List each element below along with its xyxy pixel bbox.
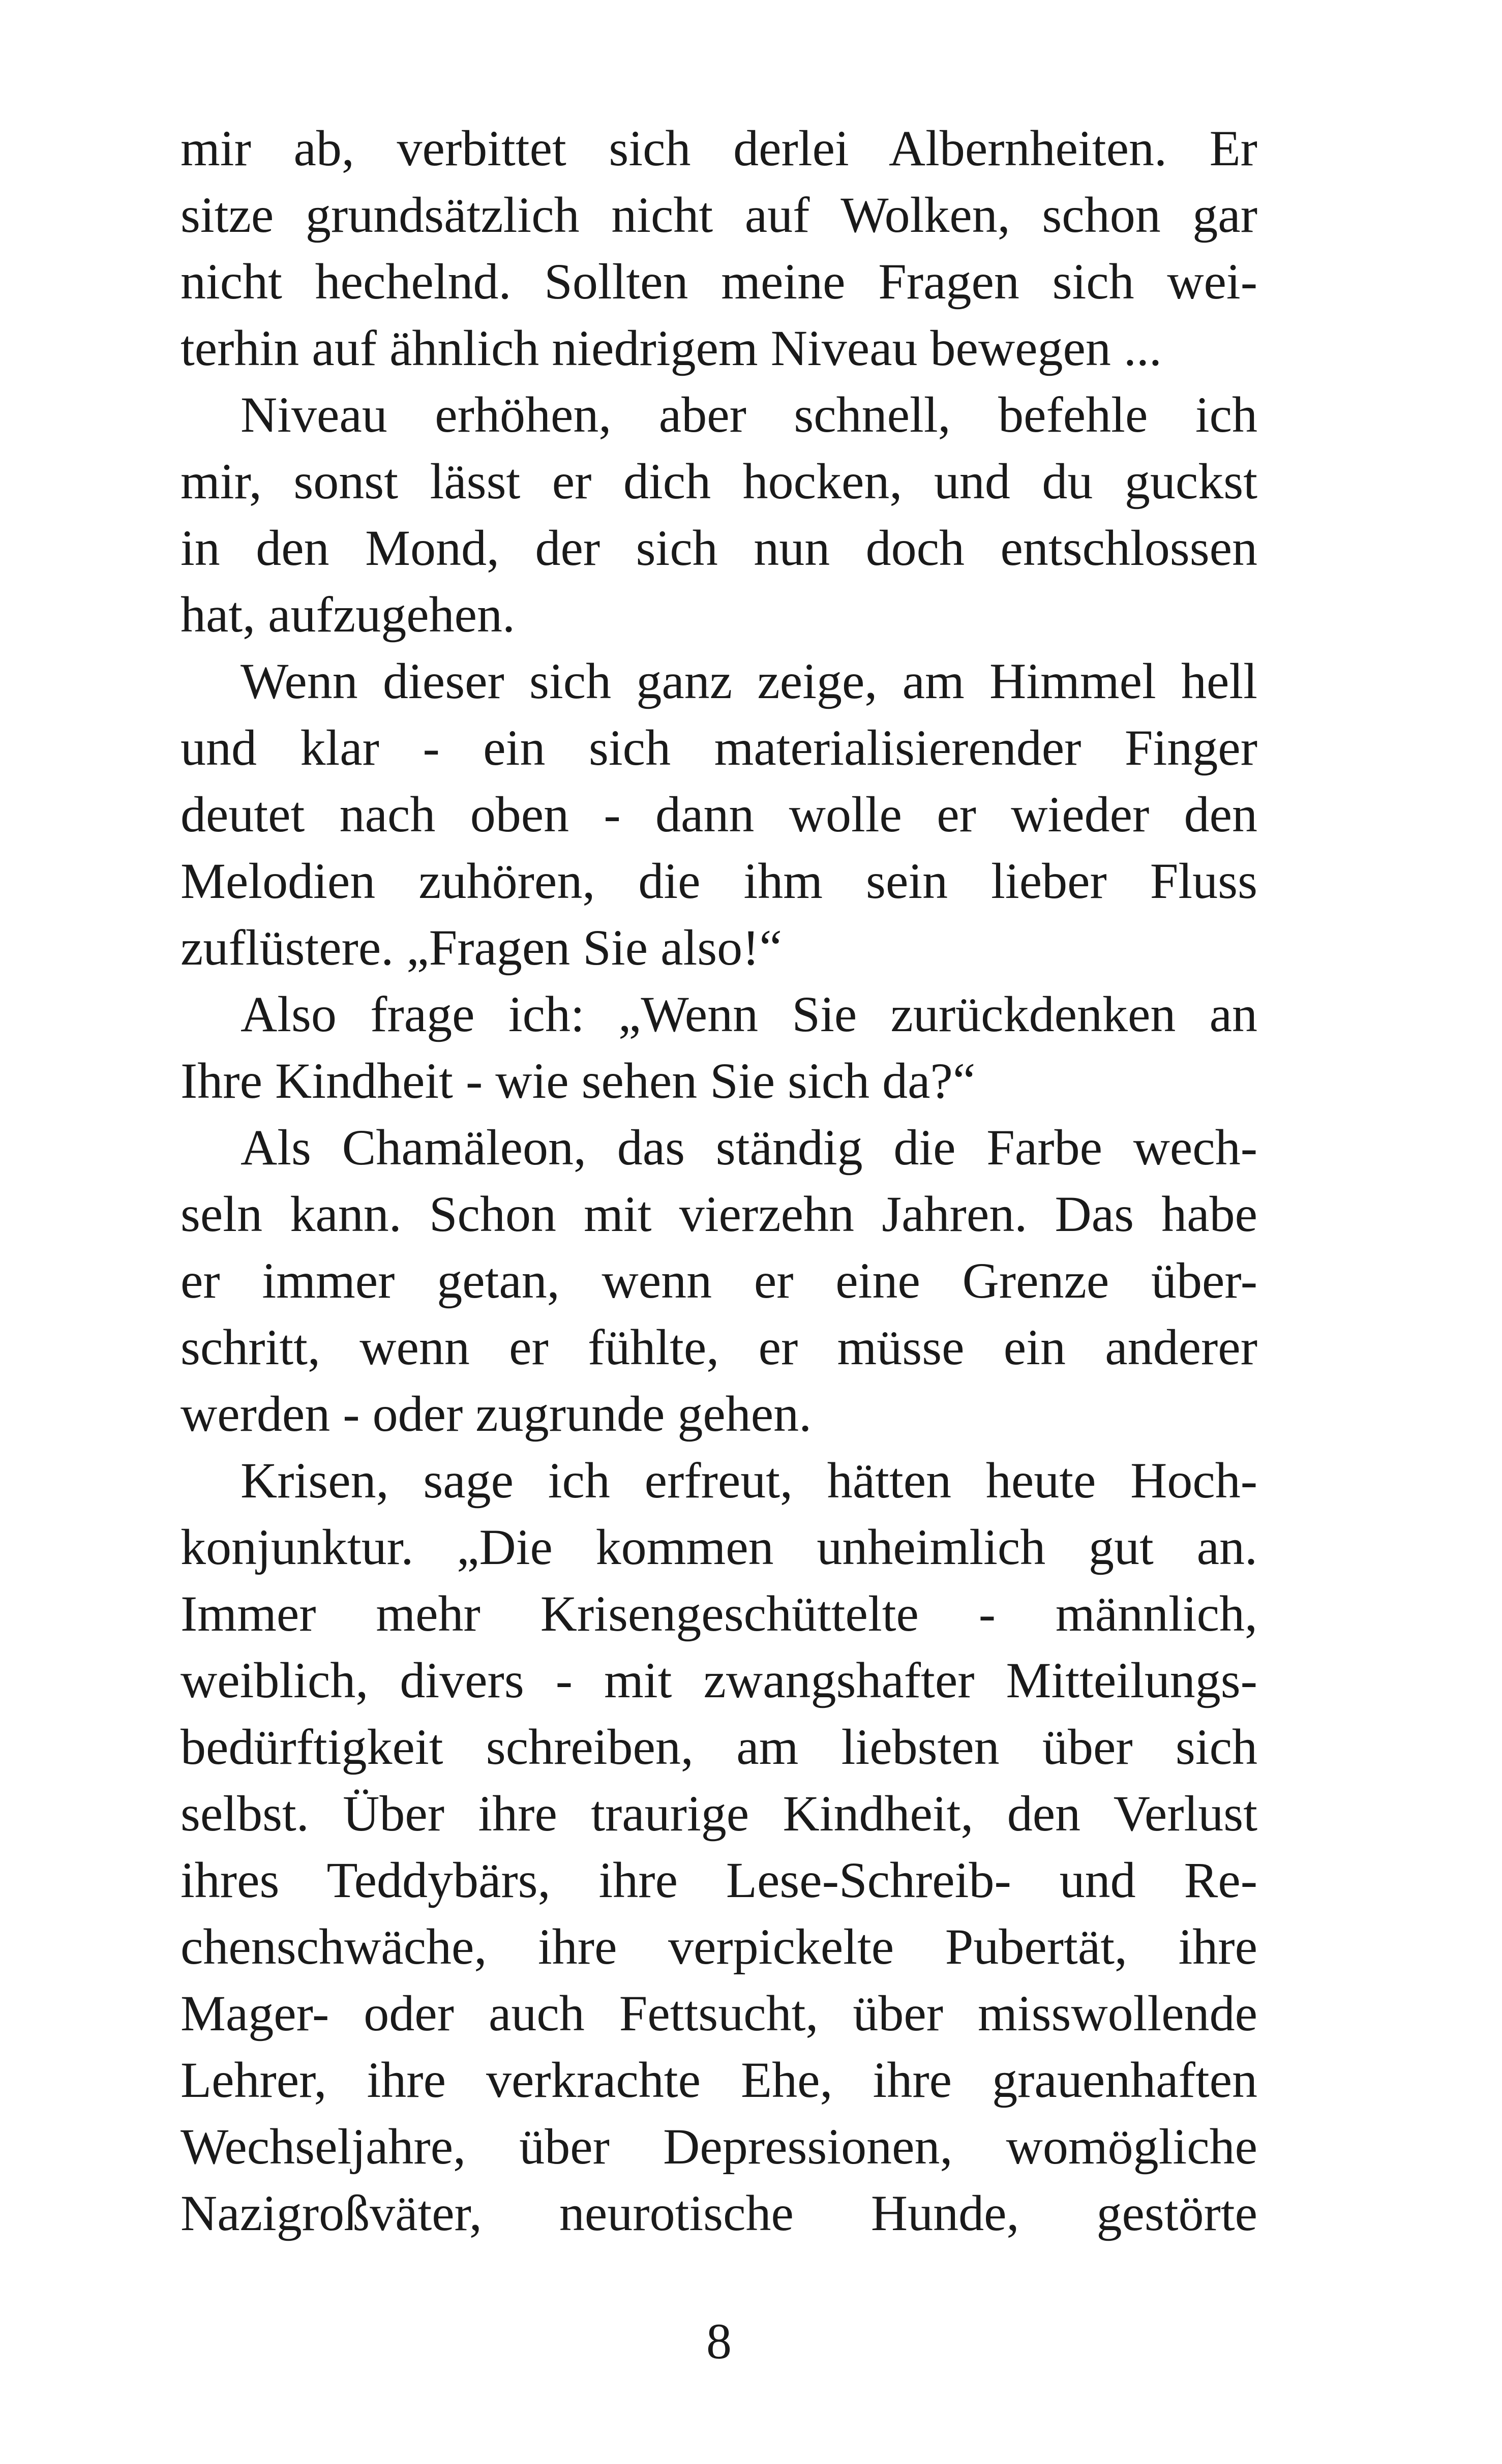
text-line: Immer mehr Krisengeschüttelte - männlich, bbox=[181, 1585, 1257, 1642]
paragraph bbox=[181, 1447, 1257, 2246]
paragraph bbox=[181, 981, 1257, 1114]
text-line: Als Chamäleon, das ständig die Farbe wech- bbox=[241, 1119, 1257, 1176]
text-line: terhin auf ähnlich niedrigem Niveau bewegen ... bbox=[181, 320, 1162, 376]
paragraph bbox=[181, 648, 1257, 981]
text-line: sitze grundsätzlich nicht auf Wolken, schon gar bbox=[181, 187, 1257, 243]
text-line: zuflüstere. „Fragen Sie also!“ bbox=[181, 919, 782, 976]
text-line: chenschwäche, ihre verpickelte Pubertät, ihre bbox=[181, 1918, 1257, 1975]
text-line: in den Mond, der sich nun doch entschlossen bbox=[181, 520, 1257, 576]
text-line: Nazigroßväter, neurotische Hunde, gestörte bbox=[181, 2185, 1257, 2241]
text-line: selbst. Über ihre traurige Kindheit, den Verlust bbox=[181, 1785, 1257, 1842]
text-line: nicht hechelnd. Sollten meine Fragen sich wei- bbox=[181, 253, 1257, 310]
text-line: Lehrer, ihre verkrachte Ehe, ihre grauenhaften bbox=[181, 2052, 1257, 2108]
text-line: weiblich, divers - mit zwangshafter Mitteilungs- bbox=[181, 1652, 1257, 1708]
text-line: er immer getan, wenn er eine Grenze über- bbox=[181, 1252, 1257, 1309]
text-line: seln kann. Schon mit vierzehn Jahren. Das habe bbox=[181, 1186, 1257, 1242]
text-line: mir, sonst lässt er dich hocken, und du guckst bbox=[181, 453, 1257, 509]
text-line: Ihre Kindheit - wie sehen Sie sich da?“ bbox=[181, 1053, 976, 1109]
text-line: Also frage ich: „Wenn Sie zurückdenken an bbox=[241, 986, 1257, 1042]
paragraph bbox=[181, 381, 1257, 648]
text-line: Melodien zuhören, die ihm sein lieber Fluss bbox=[181, 853, 1257, 909]
paragraph bbox=[181, 1114, 1257, 1447]
text-line: und klar - ein sich materialisierender Finger bbox=[181, 719, 1257, 776]
body-text bbox=[181, 115, 1257, 2246]
text-line: hat, aufzugehen. bbox=[181, 586, 516, 643]
text-line: ihres Teddybärs, ihre Lese-Schreib- und Re- bbox=[181, 1852, 1257, 1908]
page-number: 8 bbox=[706, 2313, 732, 2369]
text-line: schritt, wenn er fühlte, er müsse ein anderer bbox=[181, 1319, 1257, 1375]
text-line: Wenn dieser sich ganz zeige, am Himmel hell bbox=[241, 653, 1257, 709]
text-line: Krisen, sage ich erfreut, hätten heute Hoch- bbox=[241, 1452, 1257, 1509]
text-line: bedürftigkeit schreiben, am liebsten über sich bbox=[181, 1719, 1257, 1775]
text-line: konjunktur. „Die kommen unheimlich gut an. bbox=[181, 1519, 1257, 1575]
text-line: mir ab, verbittet sich derlei Albernheiten. Er bbox=[181, 120, 1257, 176]
text-line: werden - oder zugrunde gehen. bbox=[181, 1386, 812, 1442]
text-line: deutet nach oben - dann wolle er wieder den bbox=[181, 786, 1257, 843]
text-line: Wechseljahre, über Depressionen, womögliche bbox=[181, 2118, 1257, 2175]
paragraph bbox=[181, 115, 1257, 381]
text-line: Niveau erhöhen, aber schnell, befehle ich bbox=[241, 386, 1257, 443]
text-line: Mager- oder auch Fettsucht, über misswollende bbox=[181, 1985, 1257, 2041]
